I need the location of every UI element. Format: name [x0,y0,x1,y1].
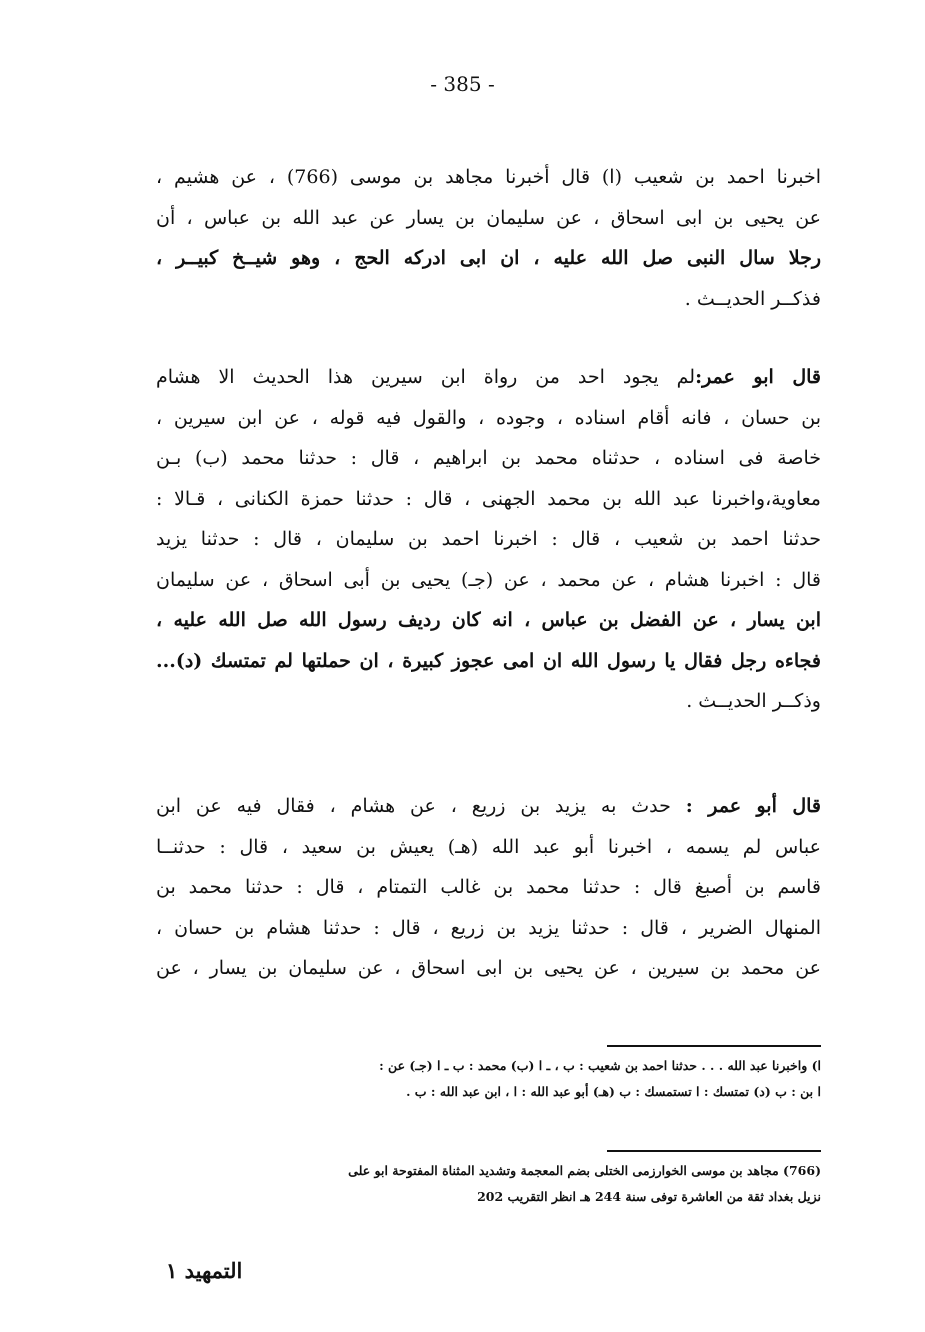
text-line: عن محمد بن سيرين ، عن يحيى بن ابى اسحاق ، عن سليمان بن يسار ، عن [156,957,821,979]
footnote-divider [607,1150,821,1152]
text-line: خاصة فى اسناده ، حدثناه محمد بن ابراهيم ، قال : حدثنا محمد (ب) بـن [156,447,821,469]
paragraph-1 [156,157,821,319]
text-line: حدثنا احمد بن شعيب ، قال : اخبرنا احمد بن سليمان ، قال : حدثنا يزيد [156,528,821,550]
text-line: فجاءه رجل فقال يا رسول الله ان امى عجوز كبيرة ، ان حملتها لم تمتسك (د)... [156,649,821,672]
footnote-line: ا) واخبرنا عبد الله . . . حدثنا احمد بن شعيب : ب ، ـ ا (ب) محمد : ب ـ ا (جـ) عن : [379,1058,821,1073]
text-line: عباس لم يسمه ، اخبرنا أبو عبد الله (هـ) يعيش بن سعيد ، قال : حدثنــا [156,835,821,858]
footnote-divider [607,1045,821,1047]
footnote-line: (766) مجاهد بن موسى الخوارزمى الختلى بضم المعجمة وتشديد المثناة المفتوحة ابو على [348,1163,821,1178]
text-line: اخبرنا احمد بن شعيب (ا) قال أخبرنا مجاهد بن موسى (766) ، عن هشيم ، [156,166,821,188]
footnote-line: ا بن : ب (د) تمتسك : ا تستمسك : ب (هـ) أبو عبد الله : ا ، ابن عبد الله : ب . [406,1084,821,1099]
text-line: عن يحيى بن ابى اسحاق ، عن سليمان بن يسار عن عبد الله بن عباس ، أن [156,206,821,229]
paragraph-3 [156,786,821,989]
text-line: معاوية،واخبرنا عبد الله بن محمد الجهنى ، قال : حدثنا حمزة الكنانى ، قـالا : [156,487,821,510]
paragraph-2 [156,357,821,722]
text-line: المنهال الضرير ، قال : حدثنا يزيد بن زريع ، قال : حدثنا هشام بن حسان ، [156,916,821,939]
text-line: رجلا سال النبى صل الله عليه ، ان ابى ادركه الحج ، وهو شيــخ كبيــر ، [156,247,821,269]
paragraph-lead: قال ابو عمر: [695,366,821,388]
text-line: قاسم بن أصبغ قال : حدثنا محمد بن غالب التمتام ، قال : حدثنا محمد بن [156,876,821,898]
text-line: قال أبو عمر : حدث به يزيد بن زريع ، عن هشام ، فقال فيه عن ابن [156,795,821,817]
text-line: وذكــر الحديــث . [686,690,821,712]
paragraph-lead: قال أبو عمر : [685,795,821,817]
text-line: قال ابو عمر:لم يجود احد من رواة ابن سيرين هذا الحديث الا هشام [156,366,821,388]
signature-mark: التمهيد ١ [166,1258,243,1283]
text-line: قال : اخبرنا هشام ، عن محمد ، عن (جـ) يحيى بن أبى اسحاق ، عن سليمان [156,568,821,591]
footnote-variants [161,1053,821,1105]
page-number: - 385 - [430,72,495,96]
text-line: فذكــر الحديــث . [684,287,821,310]
footnote-line: نزيل بغداد ثقة من العاشرة توفى سنة 244 هـ انظر التقريب 202 [477,1189,821,1204]
text-line: ابن يسار ، عن الفضل بن عباس ، انه كان رديف رسول الله صل الله عليه ، [156,609,821,631]
footnote-biography [161,1158,821,1210]
text-line: بن حسان ، فانه أقام اسناده ، وجوده ، والقول فيه قوله ، عن ابن سيرين ، [156,406,821,429]
